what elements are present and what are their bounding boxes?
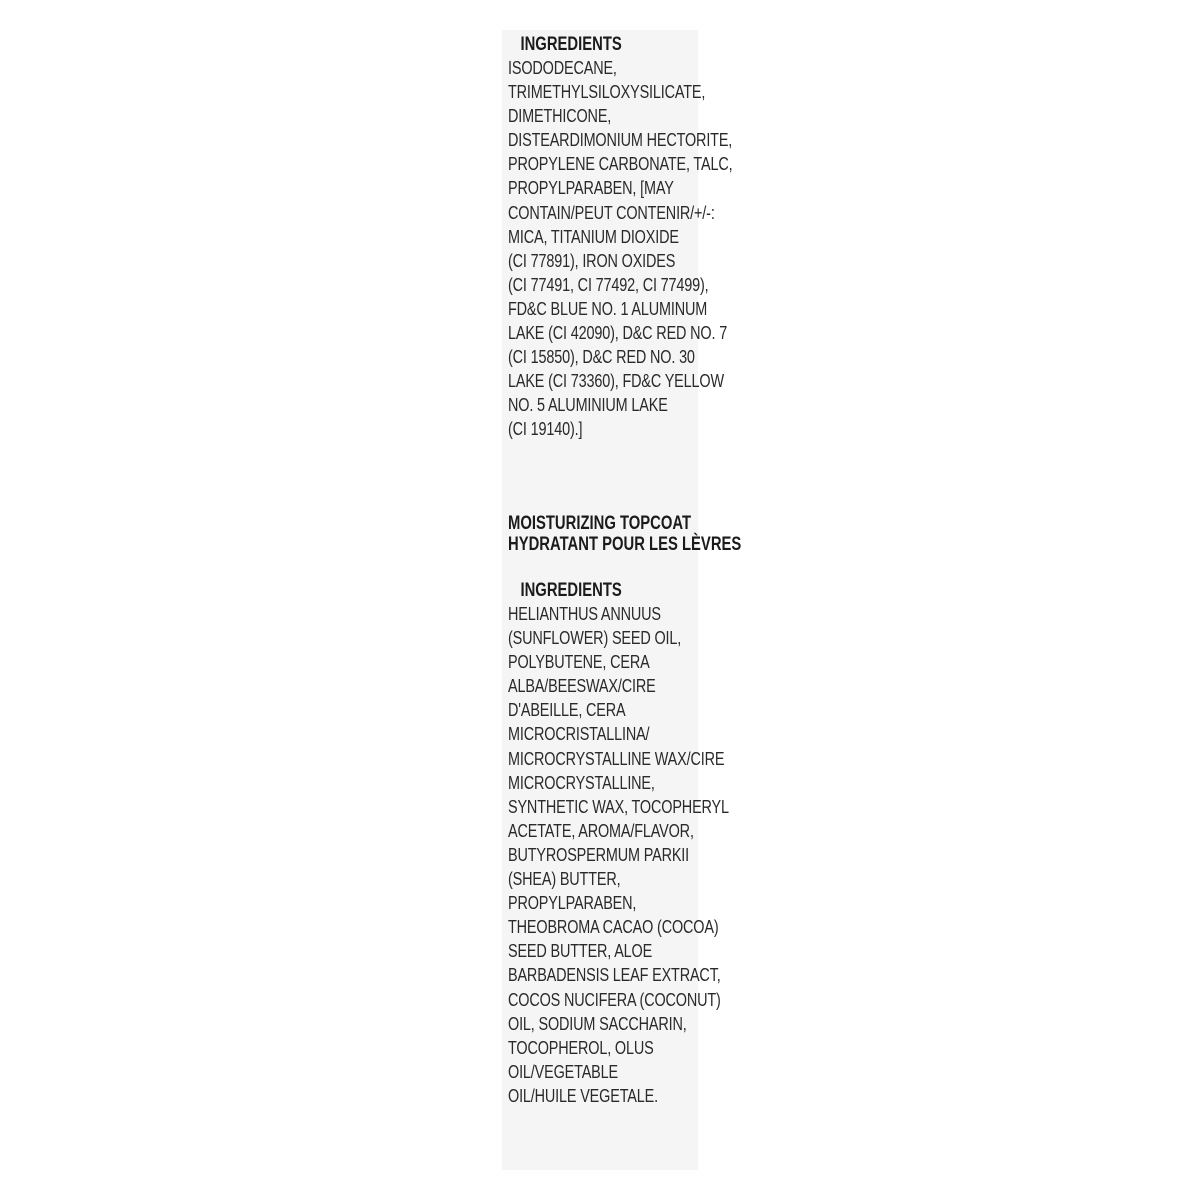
topcoat-title-section <box>508 513 742 555</box>
ingredient-line: ALBA/BEESWAX/CIRE <box>508 675 656 697</box>
ingredient-line: DIMETHICONE, <box>508 105 612 127</box>
ingredient-line: TRIMETHYLSILOXYSILICATE, <box>508 81 706 103</box>
topcoat-title-english: MOISTURIZING TOPCOAT <box>508 513 692 534</box>
ingredient-line: PROPYLPARABEN, [MAY <box>508 177 674 199</box>
ingredient-line: PROPYLENE CARBONATE, TALC, <box>508 153 733 175</box>
ingredient-line: MICROCRYSTALLINE WAX/CIRE <box>508 747 725 769</box>
ingredient-line: SEED BUTTER, ALOE <box>508 940 653 962</box>
ingredient-line: FD&C BLUE NO. 1 ALUMINUM <box>508 297 708 319</box>
ingredient-line: PROPYLPARABEN, <box>508 892 637 914</box>
ingredient-line: (CI 19140).] <box>508 418 583 440</box>
ingredient-line: TOCOPHEROL, OLUS <box>508 1036 654 1058</box>
ingredient-line: OIL, SODIUM SACCHARIN, <box>508 1012 687 1034</box>
ingredient-line: D'ABEILLE, CERA <box>508 699 626 721</box>
ingredient-line: (CI 15850), D&C RED NO. 30 <box>508 346 695 368</box>
ingredient-line: POLYBUTENE, CERA <box>508 651 650 673</box>
ingredient-line: LAKE (CI 42090), D&C RED NO. 7 <box>508 322 728 344</box>
ingredient-line: OIL/VEGETABLE <box>508 1060 618 1082</box>
ingredient-line: (SHEA) BUTTER, <box>508 868 621 890</box>
ingredient-line: THEOBROMA CACAO (COCOA) <box>508 916 719 938</box>
ingredient-line: (CI 77891), IRON OXIDES <box>508 249 676 271</box>
ingredient-line: MICROCRYSTALLINE, <box>508 771 655 793</box>
ingredient-line: MICA, TITANIUM DIOXIDE <box>508 225 679 247</box>
second-ingredients-list <box>508 602 729 1108</box>
ingredient-line: BUTYROSPERMUM PARKII <box>508 843 690 865</box>
ingredient-line: NO. 5 ALUMINIUM LAKE <box>508 394 668 416</box>
ingredient-line: (CI 77491, CI 77492, CI 77499), <box>508 273 709 295</box>
first-ingredients-section <box>508 34 733 442</box>
ingredient-line: HELIANTHUS ANNUUS <box>508 603 661 624</box>
ingredient-line: (SUNFLOWER) SEED OIL, <box>508 627 682 649</box>
first-ingredients-heading: INGREDIENTS <box>520 34 622 55</box>
topcoat-title-french: HYDRATANT POUR LES LÈVRES <box>508 534 742 555</box>
ingredient-line: ACETATE, AROMA/FLAVOR, <box>508 819 694 841</box>
ingredient-line: COCOS NUCIFERA (COCONUT) <box>508 988 721 1010</box>
ingredient-line: LAKE (CI 73360), FD&C YELLOW <box>508 370 724 392</box>
ingredient-line: OIL/HUILE VEGETALE. <box>508 1084 658 1106</box>
first-ingredients-list <box>508 56 733 442</box>
second-ingredients-section <box>508 580 729 1108</box>
ingredient-line: CONTAIN/PEUT CONTENIR/+/-: <box>508 201 715 223</box>
ingredient-line: SYNTHETIC WAX, TOCOPHERYL <box>508 795 729 817</box>
second-ingredients-heading: INGREDIENTS <box>520 580 622 601</box>
ingredient-line: DISTEARDIMONIUM HECTORITE, <box>508 129 733 151</box>
ingredient-line: BARBADENSIS LEAF EXTRACT, <box>508 964 721 986</box>
ingredient-line: MICROCRISTALLINA/ <box>508 723 650 745</box>
ingredient-line: ISODODECANE, <box>508 57 617 78</box>
